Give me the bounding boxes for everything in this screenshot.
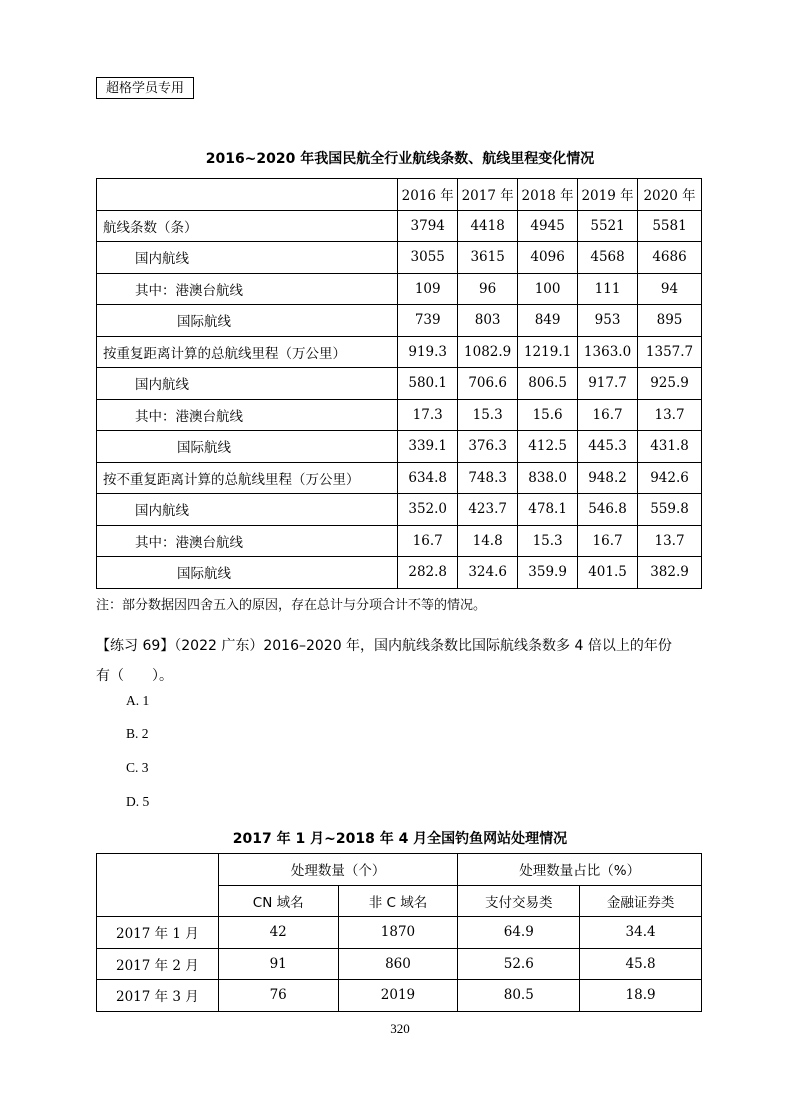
header-cell: 2017 年 [458,179,518,211]
cell: 401.5 [578,557,638,589]
table-row [97,462,702,494]
cell: 634.8 [398,462,458,494]
cell: 748.3 [458,462,518,494]
table-row [97,431,702,463]
row-label: 其中：港澳台航线 [97,399,398,431]
option-b[interactable]: B. 2 [126,726,149,741]
table-row [97,399,702,431]
header-cell: 2020 年 [638,179,702,211]
row-label: 国内航线 [97,242,398,274]
cell: 15.3 [458,399,518,431]
row-label: 国际航线 [97,305,398,337]
row-label: 其中：港澳台航线 [97,273,398,305]
cell: 1357.7 [638,336,702,368]
cell: 895 [638,305,702,337]
cell: 4568 [578,242,638,274]
table-header-row [97,179,702,211]
row-label: 航线条数（条） [97,210,398,242]
cell: 16.7 [578,525,638,557]
option-c[interactable]: C. 3 [126,760,149,775]
cell: 13.7 [638,525,702,557]
cell: 806.5 [518,368,578,400]
row-label: 2017 年 3 月 [97,980,219,1012]
cell: 925.9 [638,368,702,400]
cell: 382.9 [638,557,702,589]
cell: 352.0 [398,494,458,526]
cell: 14.8 [458,525,518,557]
table-row [97,917,702,949]
cell: 942.6 [638,462,702,494]
header-cell: CN 域名 [218,885,338,917]
cell: 16.7 [398,525,458,557]
cell: 100 [518,273,578,305]
cell: 431.8 [638,431,702,463]
cell: 445.3 [578,431,638,463]
table-row [97,980,702,1012]
cell: 17.3 [398,399,458,431]
cell: 1082.9 [458,336,518,368]
cell: 4418 [458,210,518,242]
cell: 339.1 [398,431,458,463]
table2-title: 2017 年 1 月~2018 年 4 月全国钓鱼网站处理情况 [232,831,568,847]
cell: 64.9 [458,917,580,949]
cell: 919.3 [398,336,458,368]
routes-table [96,178,702,589]
cell: 45.8 [580,948,702,980]
table-row [97,273,702,305]
option-a[interactable]: A. 1 [126,693,150,708]
header-cell: 2016 年 [398,179,458,211]
cell: 16.7 [578,399,638,431]
cell: 76 [218,980,338,1012]
row-label: 2017 年 1 月 [97,917,219,949]
cell: 324.6 [458,557,518,589]
row-label: 国内航线 [97,494,398,526]
cell: 860 [338,948,458,980]
row-label: 按重复距离计算的总航线里程（万公里） [97,336,398,368]
cell: 1870 [338,917,458,949]
cell: 1363.0 [578,336,638,368]
cell: 5581 [638,210,702,242]
cell: 706.6 [458,368,518,400]
cell: 13.7 [638,399,702,431]
cell: 948.2 [578,462,638,494]
cell: 2019 [338,980,458,1012]
cell: 3615 [458,242,518,274]
cell: 838.0 [518,462,578,494]
group-header-count: 处理数量（个） [218,854,458,886]
cell: 18.9 [580,980,702,1012]
cell: 96 [458,273,518,305]
cell: 4686 [638,242,702,274]
cell: 109 [398,273,458,305]
cell: 1219.1 [518,336,578,368]
header-cell [97,179,398,211]
cell: 559.8 [638,494,702,526]
header-cell: 2019 年 [578,179,638,211]
header-cell: 非 C 域名 [338,885,458,917]
cell: 376.3 [458,431,518,463]
page-number: 320 [390,1021,410,1036]
phishing-table [96,853,702,1012]
cell: 3055 [398,242,458,274]
table1-title: 2016~2020 年我国民航全行业航线条数、航线里程变化情况 [205,151,595,167]
cell: 739 [398,305,458,337]
cell: 111 [578,273,638,305]
question-line-2: 有（ ）。 [96,668,173,684]
cell: 359.9 [518,557,578,589]
cell: 42 [218,917,338,949]
group-header-share: 处理数量占比（%） [458,854,702,886]
cell: 94 [638,273,702,305]
cell: 478.1 [518,494,578,526]
cell: 15.3 [518,525,578,557]
cell: 52.6 [458,948,580,980]
header-cell: 支付交易类 [458,885,580,917]
cell: 34.4 [580,917,702,949]
table-row [97,557,702,589]
table-row [97,525,702,557]
option-d[interactable]: D. 5 [126,794,150,809]
cell: 953 [578,305,638,337]
cell: 15.6 [518,399,578,431]
cell: 803 [458,305,518,337]
cell: 546.8 [578,494,638,526]
question-line-1: 【练习 69】（2022 广东）2016–2020 年，国内航线条数比国际航线条数多 4 倍以上的年份 [96,638,672,654]
row-label: 2017 年 2 月 [97,948,219,980]
header-cell: 2018 年 [518,179,578,211]
row-label: 国际航线 [97,557,398,589]
cell: 5521 [578,210,638,242]
question-text [96,631,706,691]
cell: 580.1 [398,368,458,400]
cell: 3794 [398,210,458,242]
row-label: 其中：港澳台航线 [97,525,398,557]
cell: 4096 [518,242,578,274]
table-row [97,305,702,337]
corner-cell [97,854,219,917]
table-row [97,948,702,980]
cell: 423.7 [458,494,518,526]
row-label: 国内航线 [97,368,398,400]
row-label: 按不重复距离计算的总航线里程（万公里） [97,462,398,494]
cell: 412.5 [518,431,578,463]
row-label: 国际航线 [97,431,398,463]
table-row [97,242,702,274]
header-cell: 金融证券类 [580,885,702,917]
cell: 4945 [518,210,578,242]
table-header-row [97,854,702,886]
cell: 917.7 [578,368,638,400]
cell: 849 [518,305,578,337]
table-row [97,494,702,526]
member-badge: 超格学员专用 [96,77,194,99]
table-note: 注：部分数据因四舍五入的原因，存在总计与分项合计不等的情况。 [96,598,487,613]
table-row [97,368,702,400]
cell: 80.5 [458,980,580,1012]
cell: 282.8 [398,557,458,589]
table-row [97,210,702,242]
table-row [97,336,702,368]
cell: 91 [218,948,338,980]
